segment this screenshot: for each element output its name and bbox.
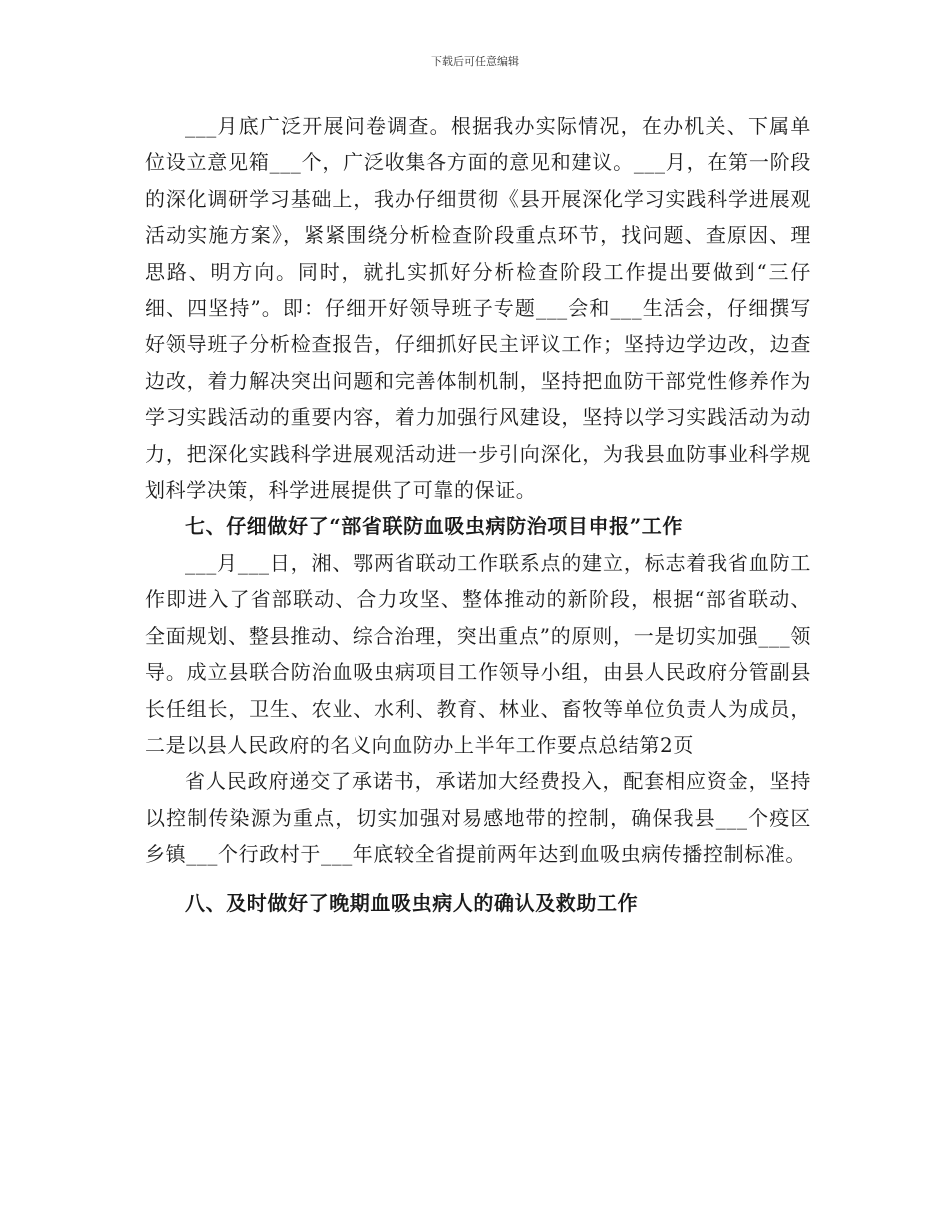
section-heading-7: 七、仔细做好了“部省联防血吸虫病防治项目申报”工作 (185, 514, 684, 539)
body-paragraph-3: 省人民政府递交了承诺书，承诺加大经费投入，配套相应资金，坚持以控制传染源为重点，切实加强对易感地带的控制，确保我县___个疫区乡镇___个行政村于___年底较全省提前两年达到血吸虫病传播控制标准。 (145, 769, 811, 867)
page-header: 下载后可任意编辑 (431, 55, 519, 68)
section-heading-8: 八、及时做好了晚期血吸虫病人的确认及救助工作 (185, 890, 639, 915)
body-paragraph-2: ___月___日，湘、鄂两省联动工作联系点的建立，标志着我省血防工作即进入了省部联动、合力攻坚、整体推动的新阶段，根据“部省联动、全面规划、整县推动、综合治理，突出重点”的原则，一是切实加强___领导。成立县联合防治血吸虫病项目工作领导小组，由县人民政府分管副县长任组长，卫生、农业、水利、教育、林业、畜牧等单位负责人为成员，二是以县人民政府的名义向血防办上半年工作要点总结第2页 (145, 550, 811, 757)
document-body (145, 108, 811, 921)
body-paragraph-1: ___月底广泛开展问卷调查。根据我办实际情况，在办机关、下属单位设立意见箱___个，广泛收集各方面的意见和建议。___月，在第一阶段的深化调研学习基础上，我办仔细贯彻《县开展深化学习实践科学进展观活动实施方案》，紧紧围绕分析检查阶段重点环节，找问题、查原因、理思路、明方向。同时，就扎实抓好分析检查阶段工作提出要做到“三仔细、四坚持”。即：仔细开好领导班子专题___会和___生活会，仔细撰写好领导班子分析检查报告，仔细抓好民主评议工作；坚持边学边改，边查边改，着力解决突出问题和完善体制机制，坚持把血防干部党性修养作为学习实践活动的重要内容，着力加强行风建设，坚持以学习实践活动为动力，把深化实践科学进展观活动进一步引向深化，为我县血防事业科学规划科学决策，科学进展提供了可靠的保证。 (145, 114, 811, 503)
